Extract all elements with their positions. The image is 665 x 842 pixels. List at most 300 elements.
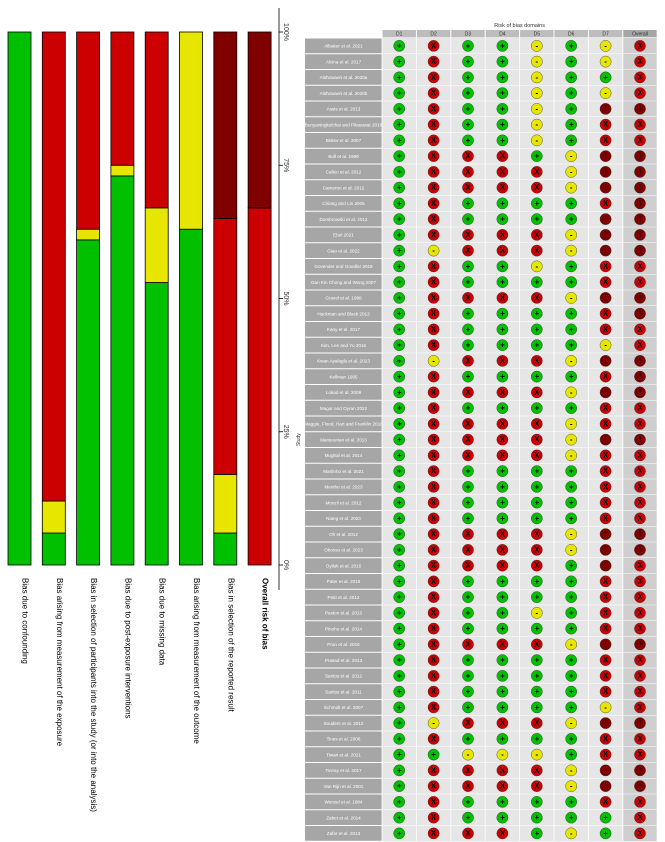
judgement-symbol-33-1: X: [430, 561, 437, 571]
judgement-symbol-12-6: !: [604, 230, 607, 240]
judgement-symbol-13-3: X: [499, 246, 506, 256]
judgement-symbol-7-7: !: [638, 151, 642, 161]
judgement-symbol-8-7: !: [638, 167, 642, 177]
judgement-symbol-23-2: +: [465, 403, 471, 413]
judgement-symbol-30-7: X: [637, 513, 643, 523]
judgement-symbol-2-7: X: [637, 72, 643, 82]
judgement-symbol-22-4: X: [534, 387, 540, 397]
judgement-symbol-6-7: X: [637, 135, 643, 145]
judgement-symbol-34-1: X: [430, 576, 437, 586]
judgement-symbol-3-1: X: [430, 88, 437, 98]
study-name-46: Tovray et al. 2017: [325, 768, 362, 774]
study-name-38: Pron et al. 2016: [327, 642, 360, 648]
judgement-symbol-1-0: +: [396, 57, 402, 67]
judgement-symbol-1-7: X: [637, 57, 643, 67]
judgement-symbol-24-4: X: [534, 419, 540, 429]
y-tick-label-0: 0%: [282, 559, 289, 571]
judgement-symbol-12-4: X: [534, 230, 540, 240]
judgement-symbol-33-5: +: [568, 561, 574, 571]
study-name-41: Santos et al. 2011: [325, 689, 362, 695]
judgement-symbol-47-1: X: [430, 781, 437, 791]
study-name-47: Van Rijn et al. 2001: [323, 783, 364, 789]
judgement-symbol-41-2: +: [465, 687, 471, 697]
judgement-symbol-28-1: X: [430, 482, 437, 492]
judgement-symbol-26-0: +: [396, 450, 402, 460]
judgement-symbol-36-7: X: [637, 608, 643, 618]
judgement-symbol-25-0: +: [396, 435, 402, 445]
study-name-24: Maggio, Flood, Hart and Franklin 2016: [304, 421, 383, 427]
judgement-symbol-25-2: X: [465, 435, 471, 445]
judgement-symbol-34-7: X: [637, 576, 643, 586]
judgement-symbol-9-1: X: [430, 183, 437, 193]
judgement-symbol-6-6: X: [602, 135, 609, 145]
judgement-symbol-33-7: X: [637, 561, 643, 571]
judgement-symbol-0-3: +: [500, 41, 505, 51]
judgement-symbol-2-5: +: [568, 72, 574, 82]
judgement-symbol-42-0: +: [396, 702, 402, 712]
judgement-symbol-17-4: +: [534, 309, 540, 319]
judgement-symbol-36-5: +: [568, 608, 574, 618]
judgement-symbol-38-0: +: [396, 639, 402, 649]
judgement-symbol-45-0: +: [396, 750, 402, 760]
judgement-symbol-17-5: +: [568, 309, 574, 319]
study-name-20: Kwan Ayaloglu et al. 2023: [317, 358, 370, 364]
judgement-symbol-44-3: +: [500, 734, 505, 744]
judgement-symbol-16-0: +: [396, 293, 402, 303]
judgement-symbol-26-3: X: [499, 450, 506, 460]
judgement-symbol-16-2: X: [465, 293, 471, 303]
y-tick-label-2: 50%: [282, 291, 289, 306]
study-name-10: Chiang and Lin 2005: [322, 201, 365, 207]
judgement-symbol-39-3: +: [500, 655, 505, 665]
study-name-30: Niang et al. 2023: [326, 516, 361, 522]
category-label-2: Bias in selection of participants into the study (or into the analysis): [89, 578, 99, 812]
category-label-0: Bias due to confounding: [20, 578, 30, 664]
judgement-symbol-18-5: +: [568, 324, 574, 334]
study-name-45: Tiwari et al. 2021: [326, 752, 361, 758]
study-name-2: Alshowaeri et al. 2020a: [319, 75, 368, 81]
judgement-symbol-39-7: X: [637, 655, 643, 665]
judgement-symbol-28-3: +: [500, 482, 505, 492]
judgement-symbol-41-5: +: [568, 687, 574, 697]
judgement-symbol-0-7: X: [637, 41, 643, 51]
judgement-symbol-8-5: -: [569, 167, 573, 177]
category-label-7: Overall risk of bias: [260, 578, 270, 650]
judgement-symbol-36-3: +: [500, 608, 505, 618]
judgement-symbol-2-4: -: [535, 72, 539, 82]
judgement-symbol-25-1: X: [430, 435, 437, 445]
judgement-symbol-50-5: -: [569, 828, 573, 838]
study-name-44: Tines et al. 2006: [326, 736, 361, 742]
judgement-symbol-21-4: +: [534, 372, 540, 382]
judgement-symbol-48-2: +: [465, 797, 471, 807]
judgement-symbol-21-0: +: [396, 372, 402, 382]
judgement-symbol-20-4: X: [534, 356, 540, 366]
column-header-0: D1: [395, 31, 403, 38]
judgement-symbol-37-4: +: [534, 624, 540, 634]
judgement-symbol-35-7: X: [637, 592, 643, 602]
judgement-symbol-27-4: +: [534, 466, 540, 476]
judgement-symbol-1-3: +: [500, 57, 505, 67]
study-name-12: Ebel 2021: [333, 232, 354, 238]
study-name-5: Bunyaningkulchai and Pilasuwat 2018: [304, 122, 383, 128]
judgement-symbol-3-7: X: [637, 88, 643, 98]
judgement-symbol-8-0: +: [396, 167, 402, 177]
judgement-symbol-42-2: +: [465, 702, 471, 712]
judgement-symbol-27-1: X: [430, 466, 437, 476]
judgement-symbol-38-5: -: [569, 639, 573, 649]
judgement-symbol-15-2: +: [465, 277, 471, 287]
judgement-symbol-47-3: X: [499, 781, 506, 791]
judgement-symbol-15-5: +: [568, 277, 574, 287]
judgement-symbol-32-7: !: [638, 545, 642, 555]
judgement-symbol-24-3: X: [499, 419, 506, 429]
column-header-4: D5: [533, 31, 541, 38]
judgement-symbol-42-6: -: [604, 702, 607, 712]
judgement-symbol-11-2: +: [465, 214, 471, 224]
judgement-symbol-35-5: +: [568, 592, 574, 602]
judgement-symbol-16-5: -: [569, 293, 573, 303]
judgement-symbol-8-1: X: [430, 167, 437, 177]
study-name-49: Zabet et al. 2014: [326, 815, 361, 821]
judgement-symbol-28-7: X: [637, 482, 643, 492]
judgement-symbol-16-4: X: [534, 293, 540, 303]
judgement-symbol-44-4: +: [534, 734, 540, 744]
judgement-symbol-24-7: X: [637, 419, 643, 429]
judgement-symbol-32-4: X: [534, 545, 540, 555]
judgement-symbol-47-7: !: [638, 781, 642, 791]
judgement-symbol-44-0: +: [396, 734, 402, 744]
category-label-3: Bias due to post-exposure interventions: [123, 578, 133, 719]
study-name-0: Albaker et al. 2021: [324, 43, 363, 49]
judgement-symbol-12-2: X: [465, 230, 471, 240]
judgement-symbol-23-3: +: [500, 403, 505, 413]
judgement-symbol-10-0: +: [396, 198, 402, 208]
judgement-symbol-25-6: !: [604, 435, 607, 445]
judgement-symbol-6-4: -: [535, 135, 539, 145]
study-name-28: Menthe et al. 2023: [324, 484, 363, 490]
judgement-symbol-5-4: -: [535, 120, 539, 130]
judgement-symbol-29-0: +: [396, 498, 402, 508]
judgement-symbol-41-6: X: [602, 687, 609, 697]
study-name-9: Cameron et al. 2012: [322, 185, 365, 191]
category-label-6: Bias in selection of the reported result: [226, 578, 236, 712]
judgement-symbol-17-6: X: [602, 309, 609, 319]
judgement-symbol-14-1: X: [430, 261, 437, 271]
judgement-symbol-5-3: +: [500, 120, 505, 130]
judgement-symbol-29-4: +: [534, 498, 540, 508]
judgement-symbol-0-0: +: [396, 41, 402, 51]
study-name-40: Santos et al. 2012: [324, 673, 363, 679]
judgement-symbol-49-5: +: [568, 813, 574, 823]
judgement-symbol-11-7: !: [638, 214, 642, 224]
judgement-symbol-28-2: +: [465, 482, 471, 492]
judgement-symbol-38-4: X: [534, 639, 540, 649]
judgement-symbol-3-4: -: [535, 88, 539, 98]
study-name-13: Giao et al. 2022: [327, 248, 360, 254]
judgement-symbol-26-7: X: [637, 450, 643, 460]
judgement-symbol-46-2: X: [465, 765, 471, 775]
judgement-symbol-34-6: X: [602, 576, 609, 586]
judgement-symbol-45-5: +: [568, 750, 574, 760]
judgement-symbol-8-6: !: [604, 167, 607, 177]
judgement-symbol-10-6: X: [602, 198, 609, 208]
judgement-symbol-30-3: +: [500, 513, 505, 523]
judgement-symbol-22-6: !: [604, 387, 607, 397]
judgement-symbol-32-2: X: [465, 545, 471, 555]
judgement-symbol-24-2: X: [465, 419, 471, 429]
judgement-symbol-40-6: X: [602, 671, 609, 681]
judgement-symbol-49-4: +: [534, 813, 540, 823]
judgement-symbol-43-5: -: [569, 718, 573, 728]
judgement-symbol-7-0: +: [396, 151, 402, 161]
judgement-symbol-44-5: +: [568, 734, 574, 744]
judgement-symbol-17-3: +: [500, 309, 505, 319]
judgement-symbol-47-4: X: [534, 781, 540, 791]
category-label-5: Bias arising from measurement of the outcome: [192, 578, 201, 744]
judgement-symbol-12-5: -: [569, 230, 573, 240]
judgement-symbol-12-7: !: [638, 230, 642, 240]
judgement-symbol-22-3: X: [499, 387, 506, 397]
judgement-symbol-8-4: X: [534, 167, 540, 177]
study-name-27: Martinho et al. 2021: [323, 468, 364, 474]
judgement-symbol-33-0: +: [396, 561, 402, 571]
study-name-21: Kellman 1995: [329, 374, 358, 380]
judgement-symbol-21-1: X: [430, 372, 437, 382]
judgement-symbol-13-0: +: [396, 246, 402, 256]
judgement-symbol-26-5: -: [569, 450, 573, 460]
judgement-symbol-35-2: +: [465, 592, 471, 602]
judgement-symbol-25-4: X: [534, 435, 540, 445]
judgement-symbol-31-7: !: [638, 529, 642, 539]
study-name-16: Gravel et al. 1998: [325, 295, 362, 301]
judgement-symbol-15-6: X: [602, 277, 609, 287]
judgement-symbol-37-5: +: [568, 624, 574, 634]
judgement-symbol-20-3: X: [499, 356, 506, 366]
judgement-symbol-10-1: X: [430, 198, 437, 208]
judgement-symbol-18-0: +: [396, 324, 402, 334]
judgement-symbol-36-0: +: [396, 608, 402, 618]
judgement-symbol-5-6: X: [602, 120, 609, 130]
judgement-symbol-22-0: +: [396, 387, 402, 397]
judgement-symbol-12-3: X: [499, 230, 506, 240]
judgement-symbol-49-7: X: [637, 813, 643, 823]
judgement-symbol-14-6: X: [602, 261, 609, 271]
y-tick-label-1: 25%: [282, 424, 289, 439]
judgement-symbol-39-1: X: [430, 655, 437, 665]
judgement-symbol-14-0: +: [396, 261, 402, 271]
judgement-symbol-3-2: +: [465, 88, 471, 98]
judgement-symbol-11-3: +: [500, 214, 505, 224]
judgement-symbol-19-2: +: [465, 340, 471, 350]
judgement-symbol-26-6: X: [602, 450, 609, 460]
judgement-symbol-39-4: +: [534, 655, 540, 665]
judgement-symbol-0-5: +: [568, 41, 574, 51]
judgement-symbol-32-3: X: [499, 545, 506, 555]
study-name-35: Petit et al. 2012: [327, 594, 360, 600]
judgement-symbol-33-2: X: [465, 561, 471, 571]
judgement-symbol-48-0: +: [396, 797, 402, 807]
judgement-symbol-13-5: -: [569, 246, 573, 256]
judgement-symbol-41-1: X: [430, 687, 437, 697]
judgement-symbol-4-1: X: [430, 104, 437, 114]
judgement-symbol-30-0: +: [396, 513, 402, 523]
judgement-symbol-33-6: !: [604, 561, 607, 571]
judgement-symbol-21-7: !: [638, 372, 642, 382]
judgement-symbol-11-4: +: [534, 214, 540, 224]
judgement-symbol-35-1: X: [430, 592, 437, 602]
judgement-symbol-32-0: +: [396, 545, 402, 555]
judgement-symbol-18-7: X: [637, 324, 643, 334]
judgement-symbol-48-7: X: [637, 797, 643, 807]
study-name-39: Prasad et al. 2013: [324, 657, 363, 663]
judgement-symbol-6-5: +: [568, 135, 574, 145]
judgement-symbol-20-7: !: [638, 356, 642, 366]
judgement-symbol-50-6: +: [603, 828, 608, 838]
judgement-symbol-36-2: +: [465, 608, 471, 618]
judgement-symbol-11-1: X: [430, 214, 437, 224]
judgement-symbol-44-1: X: [430, 734, 437, 744]
judgement-symbol-7-1: X: [430, 151, 437, 161]
judgement-symbol-23-6: X: [602, 403, 609, 413]
judgement-symbol-16-7: !: [638, 293, 642, 303]
judgement-symbol-41-7: X: [637, 687, 643, 697]
judgement-symbol-20-1: -: [432, 356, 435, 366]
study-name-19: Kim, Lee and Yu 2015: [320, 342, 367, 348]
judgement-symbol-31-2: X: [465, 529, 471, 539]
judgement-symbol-27-6: X: [602, 466, 609, 476]
judgement-symbol-18-2: +: [465, 324, 471, 334]
judgement-symbol-6-3: +: [500, 135, 505, 145]
domains-title: Risk of bias domains: [494, 23, 545, 29]
judgement-symbol-27-2: +: [465, 466, 471, 476]
study-name-11: Dombrowski et al. 2012: [319, 216, 368, 222]
study-name-4: Assis et al. 2013: [326, 106, 361, 112]
judgement-symbol-39-6: X: [602, 655, 609, 665]
judgement-symbol-17-1: X: [430, 309, 437, 319]
judgement-symbol-42-5: +: [568, 702, 574, 712]
column-header-2: D3: [464, 31, 472, 38]
judgement-symbol-47-5: -: [569, 781, 573, 791]
judgement-symbol-1-6: -: [604, 57, 607, 67]
judgement-symbol-36-6: X: [602, 608, 609, 618]
judgement-symbol-43-3: X: [499, 718, 506, 728]
judgement-symbol-30-4: +: [534, 513, 540, 523]
judgement-symbol-32-6: !: [604, 545, 607, 555]
study-name-43: Souders et al. 2012: [323, 720, 364, 726]
judgement-symbol-2-6: +: [603, 72, 608, 82]
judgement-symbol-3-5: +: [568, 88, 574, 98]
judgement-symbol-49-2: +: [465, 813, 471, 823]
judgement-symbol-17-2: +: [465, 309, 471, 319]
judgement-symbol-23-7: X: [637, 403, 643, 413]
judgement-symbol-0-6: -: [604, 41, 607, 51]
judgement-symbol-40-0: +: [396, 671, 402, 681]
study-name-34: Pater et al. 2015: [326, 579, 361, 585]
study-name-3: Alshowaeri et al. 2020b: [319, 90, 368, 96]
judgement-symbol-7-2: X: [465, 151, 471, 161]
judgement-symbol-20-6: !: [604, 356, 607, 366]
judgement-symbol-47-6: !: [604, 781, 607, 791]
judgement-symbol-31-0: +: [396, 529, 402, 539]
judgement-symbol-27-7: X: [637, 466, 643, 476]
judgement-symbol-16-1: X: [430, 293, 437, 303]
judgement-symbol-11-5: +: [568, 214, 574, 224]
judgement-symbol-25-5: -: [569, 435, 573, 445]
judgement-symbol-29-3: +: [500, 498, 505, 508]
judgement-symbol-28-6: X: [602, 482, 609, 492]
judgement-symbol-23-1: X: [430, 403, 437, 413]
judgement-symbol-34-2: +: [465, 576, 471, 586]
y-tick-label-4: 100%: [282, 23, 289, 41]
judgement-symbol-29-5: +: [568, 498, 574, 508]
judgement-symbol-37-7: X: [637, 624, 643, 634]
judgement-symbol-48-1: X: [430, 797, 437, 807]
judgement-symbol-4-7: !: [638, 104, 642, 114]
column-header-3: D4: [499, 31, 506, 38]
judgement-symbol-30-1: X: [430, 513, 437, 523]
study-name-36: Paxton et al. 2013: [324, 610, 363, 616]
judgement-symbol-9-7: !: [638, 183, 642, 193]
judgement-symbol-26-4: X: [534, 450, 540, 460]
judgement-symbol-13-7: !: [638, 246, 642, 256]
judgement-symbol-43-2: X: [465, 718, 471, 728]
judgement-symbol-26-1: X: [430, 450, 437, 460]
judgement-symbol-19-3: +: [500, 340, 505, 350]
judgement-symbol-10-7: !: [638, 198, 642, 208]
judgement-symbol-5-1: X: [430, 120, 437, 130]
judgement-symbol-0-4: -: [535, 41, 539, 51]
judgement-symbol-50-0: +: [396, 828, 402, 838]
judgement-symbol-5-5: +: [568, 120, 574, 130]
column-header-1: D2: [430, 31, 437, 38]
study-name-33: Oyiluk et al. 2015: [325, 563, 362, 569]
judgement-symbol-24-6: X: [602, 419, 609, 429]
study-name-26: Mughal et al. 2014: [324, 453, 363, 459]
study-name-14: Govender and Goodlar 2018: [314, 264, 373, 270]
judgement-symbol-9-5: -: [569, 183, 573, 193]
judgement-symbol-4-5: +: [568, 104, 574, 114]
judgement-symbol-19-1: X: [430, 340, 437, 350]
judgement-symbol-45-6: X: [602, 750, 609, 760]
judgement-symbol-9-4: X: [534, 183, 540, 193]
judgement-symbol-19-4: +: [534, 340, 540, 350]
judgement-symbol-16-6: !: [604, 293, 607, 303]
judgement-symbol-0-2: +: [465, 41, 471, 51]
study-name-32: Okonso et al. 2023: [324, 547, 363, 553]
judgement-symbol-17-7: !: [638, 309, 642, 319]
judgement-symbol-38-3: X: [499, 639, 506, 649]
judgement-symbol-39-0: +: [396, 655, 402, 665]
judgement-symbol-37-3: +: [500, 624, 505, 634]
judgement-symbol-27-5: +: [568, 466, 574, 476]
judgement-symbol-34-4: +: [534, 576, 540, 586]
judgement-symbol-29-2: +: [465, 498, 471, 508]
judgement-symbol-20-2: X: [465, 356, 471, 366]
judgement-symbol-4-4: -: [535, 104, 539, 114]
judgement-symbol-24-1: X: [430, 419, 437, 429]
judgement-symbol-46-4: X: [534, 765, 540, 775]
judgement-symbol-34-3: +: [500, 576, 505, 586]
judgement-symbol-31-4: X: [534, 529, 540, 539]
judgement-symbol-27-3: +: [500, 466, 505, 476]
judgement-symbol-3-0: +: [396, 88, 402, 98]
judgement-symbol-48-6: X: [602, 797, 609, 807]
judgement-symbol-43-4: X: [534, 718, 540, 728]
judgement-symbol-2-1: X: [430, 72, 437, 82]
judgement-symbol-15-0: +: [396, 277, 402, 287]
judgement-symbol-28-4: +: [534, 482, 540, 492]
